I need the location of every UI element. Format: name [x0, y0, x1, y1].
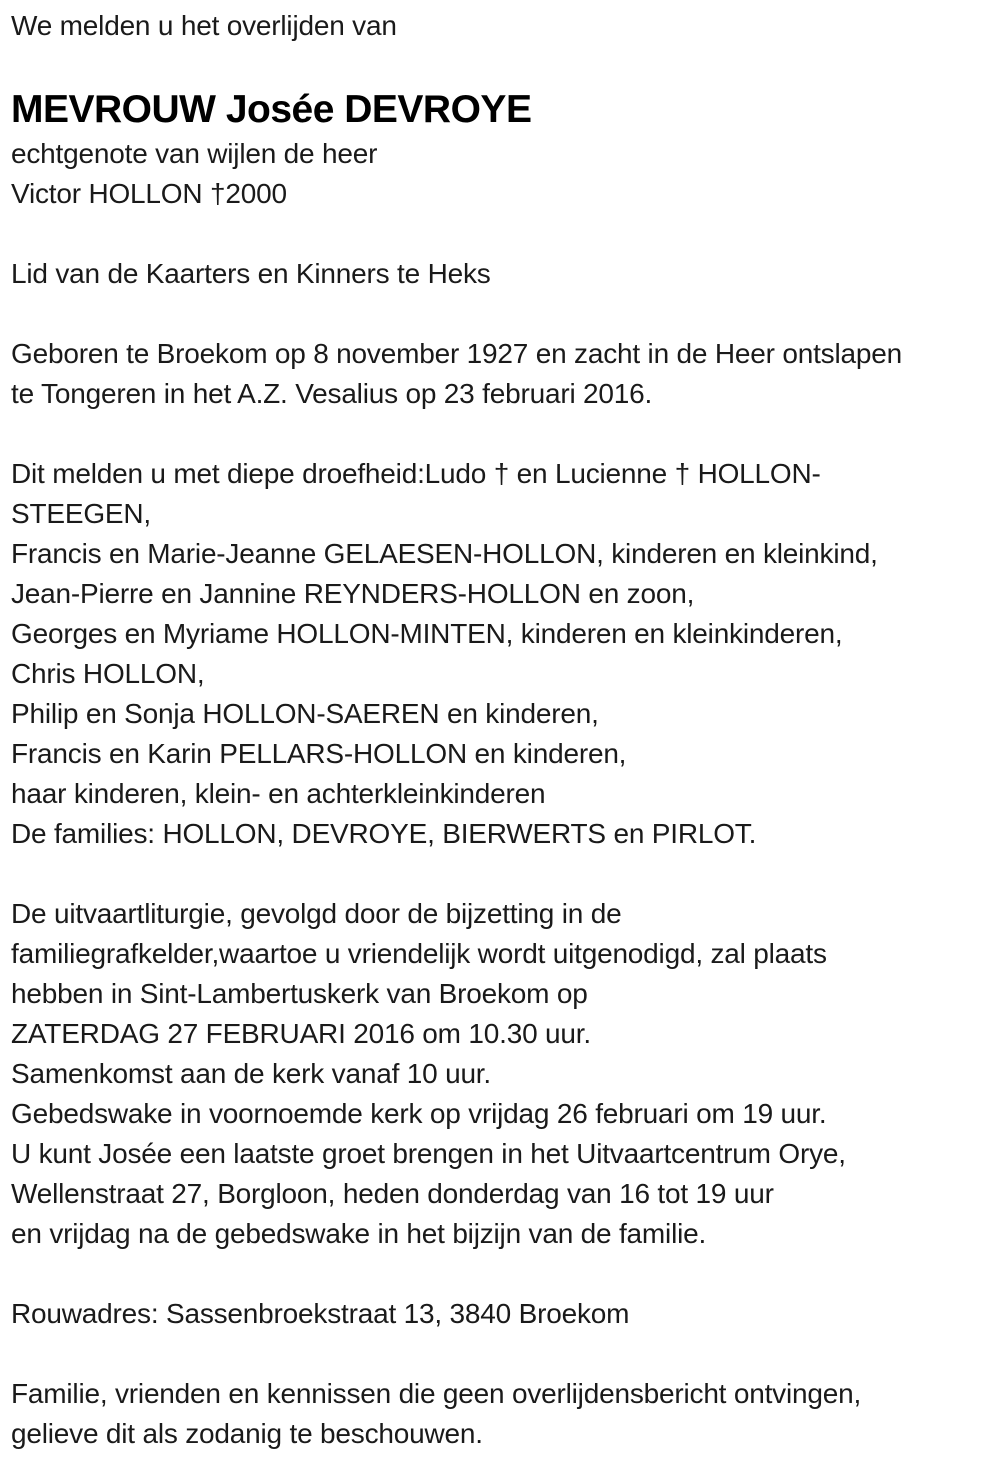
- text-line: Francis en Karin PELLARS-HOLLON en kinderen,: [11, 738, 627, 769]
- text-line: hebben in Sint-Lambertuskerk van Broekom op: [11, 978, 588, 1009]
- text-line: De uitvaartliturgie, gevolgd door de bijzetting in de: [11, 898, 622, 929]
- text-line: Francis en Marie-Jeanne GELAESEN-HOLLON, kinderen en kleinkind,: [11, 538, 878, 569]
- intro-line: We melden u het overlijden van: [11, 10, 397, 41]
- text-line: en vrijdag na de gebedswake in het bijzijn van de familie.: [11, 1218, 707, 1249]
- closing-paragraph: [11, 1374, 988, 1454]
- service-paragraph: [11, 894, 988, 1254]
- text-line: te Tongeren in het A.Z. Vesalius op 23 februari 2016.: [11, 378, 653, 409]
- membership-line: Lid van de Kaarters en Kinners te Heks: [11, 258, 491, 289]
- text-line: Gebedswake in voornoemde kerk op vrijdag 26 februari om 19 uur.: [11, 1098, 827, 1129]
- text-line: Wellenstraat 27, Borgloon, heden donderdag van 16 tot 19 uur: [11, 1178, 774, 1209]
- relation-paragraph: [11, 134, 988, 214]
- text-line: echtgenote van wijlen de heer: [11, 138, 378, 169]
- text-line: Georges en Myriame HOLLON-MINTEN, kinderen en kleinkinderen,: [11, 618, 843, 649]
- text-line: ZATERDAG 27 FEBRUARI 2016 om 10.30 uur.: [11, 1018, 591, 1049]
- life-paragraph: [11, 334, 988, 414]
- text-line: De families: HOLLON, DEVROYE, BIERWERTS en PIRLOT.: [11, 818, 757, 849]
- text-line: haar kinderen, klein- en achterkleinkinderen: [11, 778, 546, 809]
- text-line: Samenkomst aan de kerk vanaf 10 uur.: [11, 1058, 491, 1089]
- text-line: Chris HOLLON,: [11, 658, 205, 689]
- mourning-address-line: Rouwadres: Sassenbroekstraat 13, 3840 Broekom: [11, 1298, 630, 1329]
- text-line: Jean-Pierre en Jannine REYNDERS-HOLLON en zoon,: [11, 578, 695, 609]
- text-line: Dit melden u met diepe droefheid:Ludo † en Lucienne † HOLLON-: [11, 458, 821, 489]
- text-line: Philip en Sonja HOLLON-SAEREN en kinderen,: [11, 698, 599, 729]
- text-line: STEEGEN,: [11, 498, 151, 529]
- text-line: gelieve dit als zodanig te beschouwen.: [11, 1418, 483, 1449]
- text-line: familiegrafkelder,waartoe u vriendelijk wordt uitgenodigd, zal plaats: [11, 938, 827, 969]
- family-paragraph: [11, 454, 988, 854]
- text-line: Familie, vrienden en kennissen die geen overlijdensbericht ontvingen,: [11, 1378, 862, 1409]
- text-line: Victor HOLLON †2000: [11, 178, 287, 209]
- text-line: Geboren te Broekom op 8 november 1927 en zacht in de Heer ontslapen: [11, 338, 902, 369]
- deceased-name: MEVROUW Josée DEVROYE: [11, 88, 532, 131]
- text-line: U kunt Josée een laatste groet brengen in het Uitvaartcentrum Orye,: [11, 1138, 846, 1169]
